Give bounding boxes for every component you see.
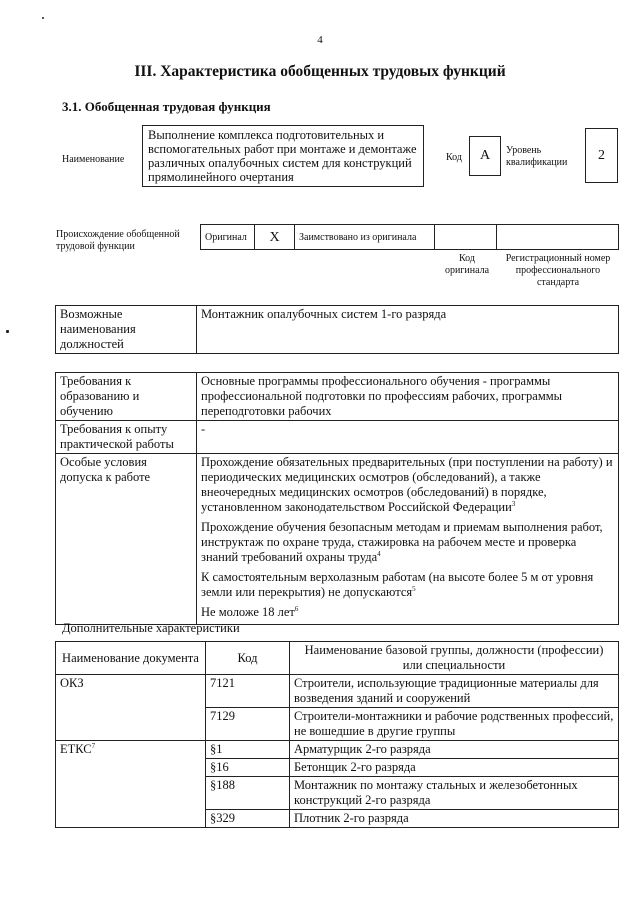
- page-number: 4: [317, 34, 323, 46]
- code-original-cell: [435, 225, 497, 250]
- code-cell: [206, 759, 290, 777]
- code-value: А: [479, 148, 491, 163]
- condition-item: [201, 520, 614, 565]
- footnote-ref: 7: [91, 741, 96, 750]
- positions-table: [55, 305, 619, 354]
- borrowed-label: Заимствовано из оригинала: [299, 231, 417, 243]
- row-name: Монтажник по монтажу стальных и железобетонных конструкций 2-го разряда: [294, 778, 578, 807]
- row-code: 7129: [210, 709, 235, 723]
- etks-label: ЕТКС: [60, 742, 92, 756]
- name-cell: [290, 741, 619, 759]
- education-value: Основные программы профессионального обучения - программы профессиональной подготовки по профессиям рабочих, программы переподготовки рабочих: [201, 374, 563, 418]
- education-label: Требования к образованию и обучению: [60, 374, 140, 418]
- condition-text: К самостоятельным верхолазным работам (на высоте более 5 м от уровня земли или перекрытия) не допускаются: [201, 570, 594, 599]
- code-cell: [206, 810, 290, 828]
- name-cell: [290, 675, 619, 708]
- condition-text: Прохождение обучения безопасным методам и приемам выполнения работ, инструктаж по охране труда, стажировка на рабочем месте и проверка знаний требований охраны труда: [201, 520, 603, 564]
- code-cell: [206, 777, 290, 810]
- header-code: [206, 642, 290, 675]
- row-code: §329: [210, 811, 235, 825]
- positions-value: Монтажник опалубочных систем 1-го разряда: [201, 307, 447, 321]
- experience-label-cell: [56, 421, 197, 454]
- conditions-label: Особые условия допуска к работе: [60, 455, 151, 484]
- code-cell: [206, 741, 290, 759]
- okz-label: ОКЗ: [60, 676, 84, 690]
- condition-item: [201, 570, 614, 600]
- code-original-label: Код оригинала: [444, 253, 490, 276]
- education-label-cell: [56, 373, 197, 421]
- additional-table: [55, 641, 619, 828]
- condition-item: [201, 455, 614, 515]
- level-value: 2: [598, 148, 605, 163]
- row-name: Строители-монтажники и рабочие родственных профессий, не вошедшие в другие группы: [294, 709, 614, 738]
- experience-value-cell: [197, 421, 619, 454]
- row-name: Плотник 2-го разряда: [294, 811, 409, 825]
- code-cell: [206, 708, 290, 741]
- function-name-box: [142, 125, 424, 187]
- positions-label: Возможные наименования должностей: [60, 307, 136, 351]
- table-row: [56, 741, 619, 759]
- condition-item: [201, 605, 614, 620]
- conditions-row: [56, 454, 619, 625]
- okz-cell: [56, 675, 206, 741]
- code-cell: [206, 675, 290, 708]
- reg-number-cell: [497, 225, 619, 250]
- original-label: Оригинал: [205, 231, 247, 243]
- scan-speck: [6, 330, 9, 333]
- origin-label: Происхождение обобщенной трудовой функции: [56, 229, 180, 252]
- condition-text: Прохождение обязательных предварительных (при поступлении на работу) и периодических медицинских осмотров (обследований), а также внеочередных медицинских осмотров (обследований) в порядке, установленном законодательством Российской Федерации: [201, 455, 613, 514]
- experience-label: Требования к опыту практической работы: [60, 422, 174, 451]
- experience-row: [56, 421, 619, 454]
- function-name-value: Выполнение комплекса подготовительных и вспомогательных работ при монтаже и демонтаже различных опалубочных систем для конструкций прямолинейного очертания: [148, 128, 417, 184]
- additional-header-row: [56, 642, 619, 675]
- education-row: [56, 373, 619, 421]
- row-name: Арматурщик 2-го разряда: [294, 742, 431, 756]
- conditions-label-cell: [56, 454, 197, 625]
- row-name: Строители, использующие традиционные материалы для возведения зданий и сооружений: [294, 676, 599, 705]
- header-name: [290, 642, 619, 675]
- borrowed-cell: [295, 225, 435, 250]
- row-code: 7121: [210, 676, 235, 690]
- positions-value-cell: [197, 306, 619, 354]
- header-code-text: Код: [237, 650, 258, 665]
- experience-value: -: [201, 422, 206, 436]
- education-value-cell: [197, 373, 619, 421]
- name-cell: [290, 759, 619, 777]
- header-name-text: Наименование базовой группы, должности (профессии) или специальности: [304, 643, 604, 672]
- footnote-ref: 5: [412, 584, 416, 593]
- row-name: Бетонщик 2-го разряда: [294, 760, 416, 774]
- header-doc-text: Наименование документа: [62, 650, 199, 665]
- footnote-ref: 4: [377, 549, 381, 558]
- row-code: §16: [210, 760, 229, 774]
- positions-label-cell: [56, 306, 197, 354]
- name-cell: [290, 777, 619, 810]
- scan-speck: [42, 17, 44, 19]
- original-cell: [201, 225, 255, 250]
- original-mark-cell: [255, 225, 295, 250]
- subsection-title: 3.1. Обобщенная трудовая функция: [62, 99, 271, 114]
- code-label: Код: [446, 152, 462, 163]
- additional-title: Дополнительные характеристики: [62, 621, 240, 635]
- table-row: [56, 675, 619, 708]
- section-title: III. Характеристика обобщенных трудовых функций: [134, 63, 506, 80]
- footnote-ref: 3: [511, 499, 516, 508]
- footnote-ref: 6: [294, 604, 299, 613]
- row-code: §1: [210, 742, 223, 756]
- conditions-value-cell: [197, 454, 619, 625]
- code-box: [469, 136, 501, 176]
- origin-table: [200, 224, 619, 250]
- header-doc: [56, 642, 206, 675]
- reg-number-label: Регистрационный номер профессионального стандарта: [505, 253, 611, 288]
- original-mark: X: [269, 229, 280, 245]
- name-cell: [290, 810, 619, 828]
- condition-text: Не моложе 18 лет: [201, 605, 295, 619]
- name-cell: [290, 708, 619, 741]
- row-code: §188: [210, 778, 235, 792]
- level-box: [585, 128, 618, 183]
- level-label: Уровень квалификации: [506, 145, 568, 168]
- name-label: Наименование: [62, 154, 125, 165]
- etks-cell: [56, 741, 206, 828]
- requirements-table: [55, 372, 619, 625]
